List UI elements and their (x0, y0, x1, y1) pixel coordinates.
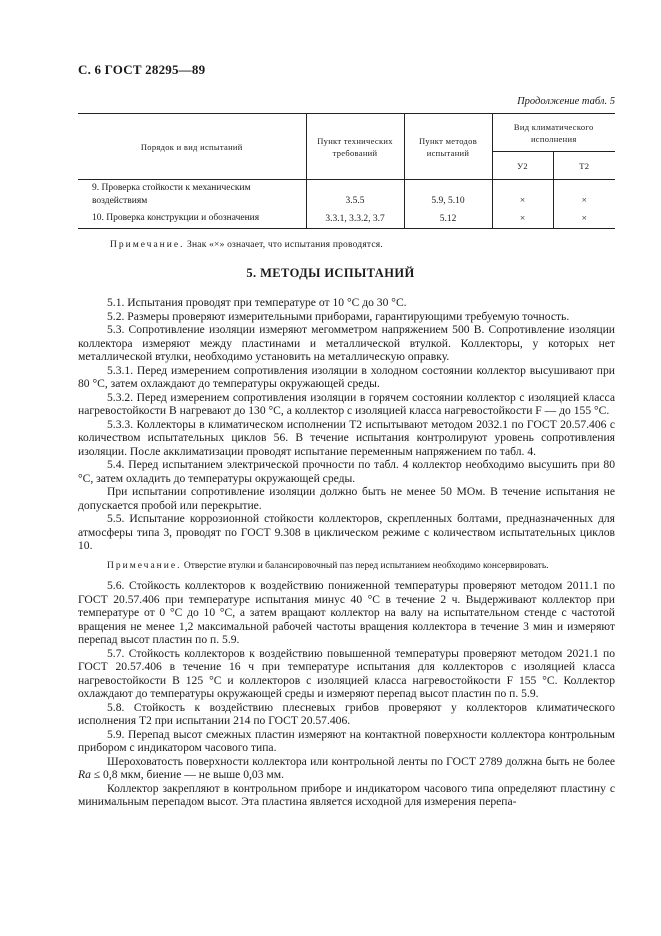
paragraph-5-9-roughness (78, 755, 615, 782)
row-name: 10. Проверка конструкции и обозначения (78, 210, 306, 229)
section-title: 5. МЕТОДЫ ИСПЫТАНИЙ (246, 266, 415, 280)
paragraph-5-1: 5.1. Испытания проводят при температуре от 10 °С до 30 °С. (107, 296, 407, 309)
note-5-5 (78, 560, 615, 573)
header-climatic-version: Вид климатического исполнения (492, 114, 615, 152)
header-procedure: Порядок и вид испытаний (78, 114, 306, 180)
header-t2: Т2 (553, 152, 615, 180)
row-tech: 3.5.5 (306, 180, 404, 210)
paragraph-5-4-continued: При испытании сопротивление изоляции должно быть не менее 50 МОм. В течение испытания не допускается пробой или перекрытие. (78, 485, 615, 512)
row-method: 5.12 (404, 210, 492, 229)
row-tech: 3.3.1, 3.3.2, 3.7 (306, 210, 404, 229)
header-u2: У2 (492, 152, 553, 180)
note-text: Знак «×» означает, что испытания проводятся. (184, 240, 383, 250)
row-u2: × (492, 210, 553, 229)
paragraph-5-7: 5.7. Стойкость коллекторов к воздействию повышенной температуры проверяют методом 2021.1 по ГОСТ 20.57.406 в течение 16 ч при температуре испытания для коллекторов с изоляцией класса нагревостойкости В 125 °С и коллекторов с изоляцией класса нагревостойкости F 155 °С. Коллектор охлаждают до температуры окружающей среды и измеряют перепад высот пластин по п. 5.9. (78, 646, 615, 700)
paragraph-5-3: 5.3. Сопротивление изоляции измеряют мегомметром напряжением 500 В. Сопротивление изоляции коллектора измеряют между пластинами и металлической втулкой. Коллекторы, у которых нет металлической втулки, необходимо установить на металлическую оправку. (78, 323, 615, 363)
header-tech-requirements: Пункт технических требований (306, 114, 404, 180)
table-row (78, 210, 615, 229)
row-name: 9. Проверка стойкости к механическим воздействиям (78, 180, 306, 210)
row-u2: × (492, 180, 553, 210)
roughness-pre: Шероховатость поверхности коллектора или контрольной ленты по ГОСТ 2789 должна быть не более (107, 754, 615, 768)
row-t2: × (581, 195, 587, 206)
paragraph-5-9: 5.9. Перепад высот смежных пластин измеряют на контактной поверхности коллектора контрольным прибором с индикатором часового типа. (78, 727, 615, 754)
test-table (78, 113, 615, 229)
roughness-post: ≤ 0,8 мкм, биение — не выше 0,03 мм. (90, 768, 284, 781)
body-text (78, 296, 615, 809)
page-header: С. 6 ГОСТ 28295—89 (78, 62, 206, 77)
table-note (110, 240, 383, 250)
header-test-methods: Пункт методов испытаний (404, 114, 492, 180)
paragraph-5-6: 5.6. Стойкость коллекторов к воздействию пониженной температуры проверяют методом 2011.1 по ГОСТ 20.57.406 при температуре испытания минус 40 °С в течение 2 ч. Выдерживают коллектор при температуре от 0 °С до 10 °С, а затем вращают коллектор на валу на испытательном стенде с частотой вращения не менее 1,2 максимальной рабочей частоты вращения коллектора в течение 3 мин и измеряют перепад высот пластин по п. 5.9. (78, 579, 615, 646)
row-t2: × (553, 210, 615, 229)
table-continuation-label: Продолжение табл. 5 (517, 96, 615, 107)
paragraph-5-3-3: 5.3.3. Коллекторы в климатическом исполнении Т2 испытывают методом 2032.1 по ГОСТ 20.57.406 с количеством испытательных циклов 56. В течение испытания контролируют уровень сопротивления изоляции. После акклиматизации проводят испытание переменным напряжением по табл. 4. (78, 417, 615, 458)
paragraph-5-2: 5.2. Размеры проверяют измерительными приборами, гарантирующими требуемую точность. (107, 309, 570, 323)
paragraph-5-3-1: 5.3.1. Перед измерением сопротивления изоляции в холодном состоянии коллектор высушивают при 80 °С, затем охлаждают до температуры окружающей среды. (78, 363, 615, 390)
paragraph-5-4: 5.4. Перед испытанием электрической прочности по табл. 4 коллектор необходимо высушить при 80 °С, затем охладить до температуры окружающей среды. (78, 458, 615, 485)
row-method: 5.9, 5.10 (404, 180, 492, 210)
table-row (78, 180, 615, 210)
note-label: Примечание. (110, 240, 185, 250)
paragraph-5-8: 5.8. Стойкость к воздействию плесневых грибов проверяют у коллекторов климатического исполнения Т2 при испытании 214 по ГОСТ 20.57.406. (78, 700, 615, 727)
ra-symbol: Ra (78, 768, 91, 781)
paragraph-5-3-2: 5.3.2. Перед измерением сопротивления изоляции в горячем состоянии коллектор с изоляцией класса нагревостойкости В нагревают до 130 °С, а коллектор с изоляцией класса нагревостойкости F — до 155 °С. (78, 390, 615, 417)
paragraph-5-5: 5.5. Испытание коррозионной стойкости коллекторов, скрепленных болтами, предназначенных для атмосферы типа 3, проводят по ГОСТ 9.308 в циклическом режиме с количеством испытательных циклов 10. (78, 512, 615, 552)
note-label: Примечание. (107, 560, 182, 571)
paragraph-5-9-fixing: Коллектор закрепляют в контрольном приборе и индикатором часового типа определяют пластину с минимальным перепадом высот. Эта пластина является исходной для измерения перепа- (78, 781, 615, 808)
note-text: Отверстие втулки и балансировочный паз перед испытанием необходимо консервировать. (181, 560, 549, 571)
